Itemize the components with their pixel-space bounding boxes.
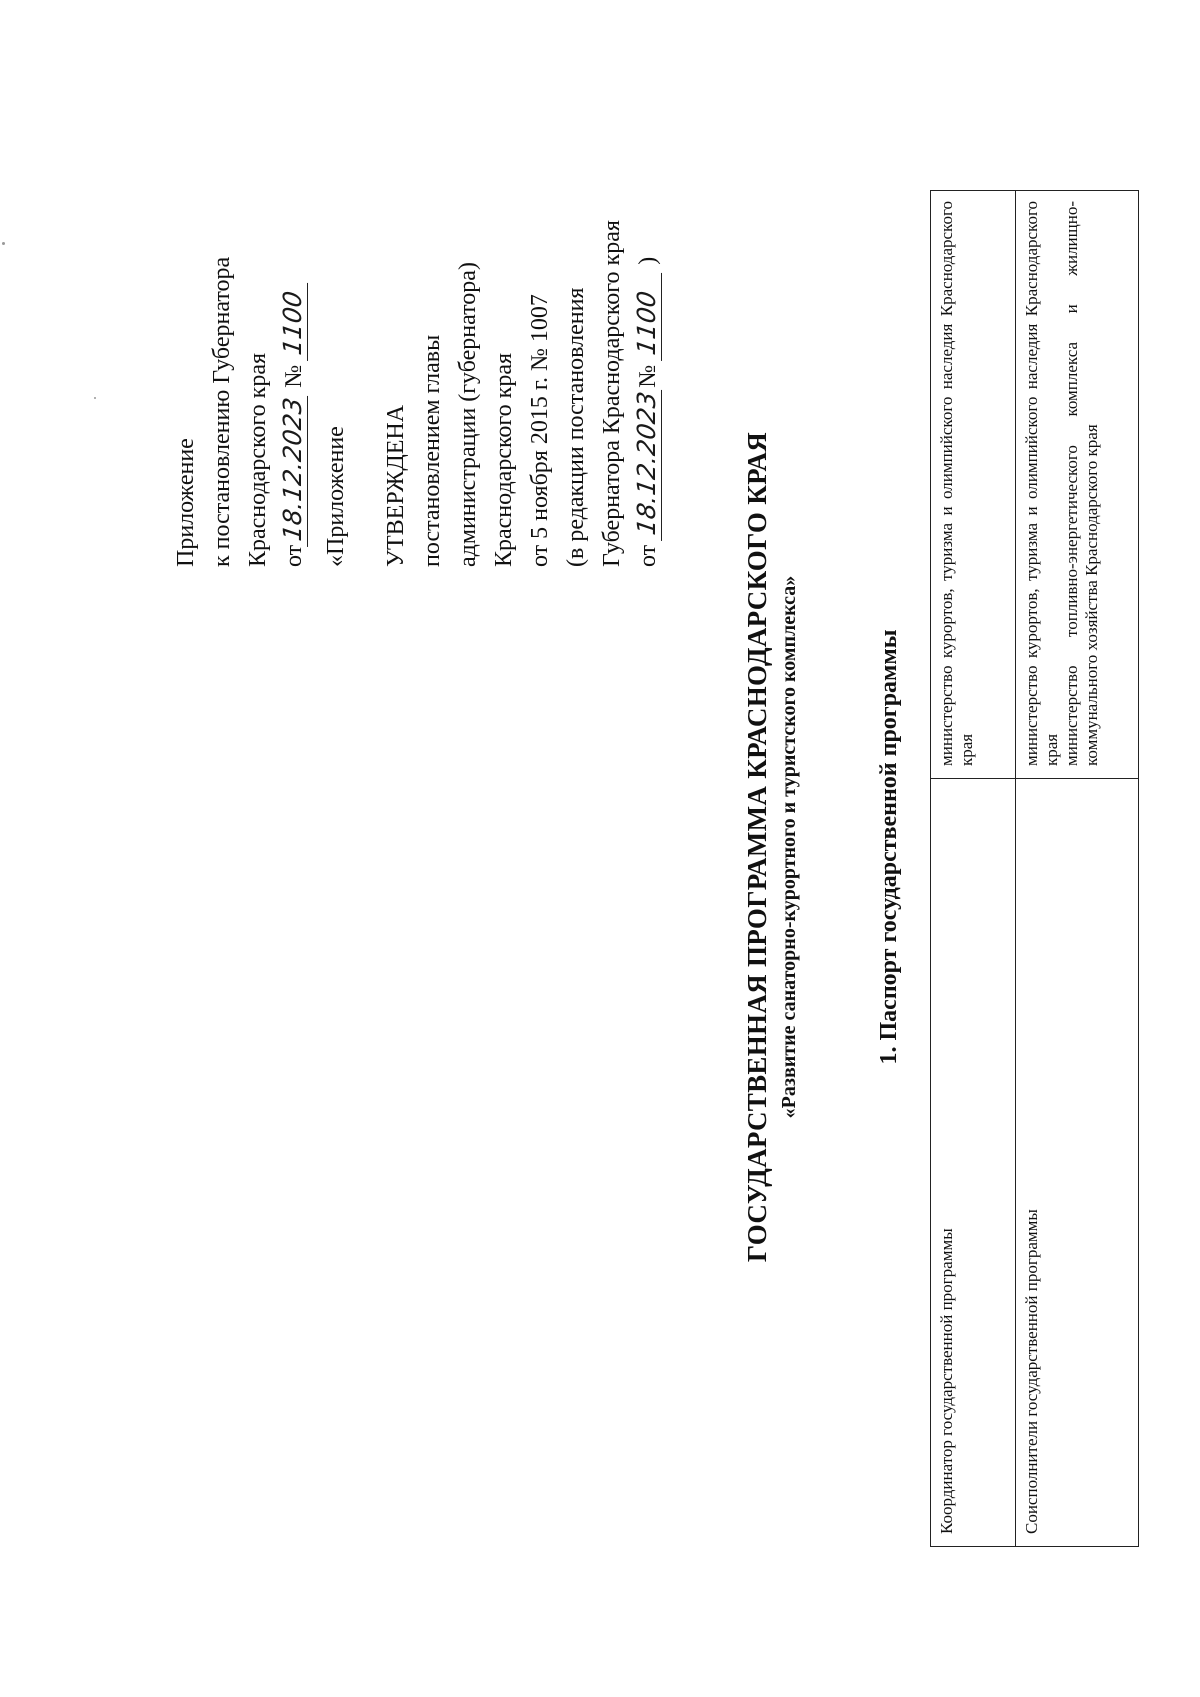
approved-label: УТВЕРЖДЕНА bbox=[383, 404, 409, 567]
to-resolution-line: к постановлению Губернатора bbox=[209, 256, 235, 567]
table-row bbox=[1016, 191, 1139, 1547]
date-number-line bbox=[276, 257, 312, 567]
handwritten-date: 18.12.2023 bbox=[633, 386, 662, 541]
handwritten-number: 1100 bbox=[633, 269, 662, 361]
approval-line-6: Губернатора Краснодарского края bbox=[599, 220, 625, 567]
appendix-quote: «Приложение bbox=[323, 426, 349, 567]
scan-speck bbox=[2, 242, 5, 245]
program-title: ГОСУДАРСТВЕННАЯ ПРОГРАММА КРАСНОДАРСКОГО КРАЯ bbox=[742, 431, 772, 1263]
approval-line-1: постановлением главы bbox=[419, 334, 445, 567]
appendix-label: Приложение bbox=[173, 438, 199, 567]
date-prefix: от bbox=[635, 544, 661, 567]
closing-paren: ) bbox=[635, 256, 661, 265]
program-subtitle: «Развитие санаторно-курортного и туристского комплекса» bbox=[778, 575, 800, 1119]
row-value bbox=[1016, 191, 1139, 779]
row-label: Соисполнители государственной программы bbox=[1016, 779, 1139, 1547]
approval-line-2: администрации (губернатора) bbox=[455, 262, 481, 567]
region-line: Краснодарского края bbox=[245, 352, 271, 567]
scan-speck bbox=[94, 397, 96, 399]
approval-date-line bbox=[630, 220, 666, 567]
resolution-stamp bbox=[168, 257, 312, 567]
passport-table bbox=[930, 190, 1139, 1547]
approval-line-3: Краснодарского края bbox=[491, 352, 517, 567]
number-sign: № bbox=[635, 364, 661, 388]
handwritten-date: 18.12.2023 bbox=[279, 392, 308, 547]
row-label: Координатор государственной программы bbox=[931, 779, 1016, 1547]
approval-block bbox=[318, 220, 666, 567]
section-heading: 1. Паспорт государственной программы bbox=[876, 629, 902, 1065]
table-row bbox=[931, 191, 1016, 1547]
approval-line-5: (в редакции постановления bbox=[563, 287, 589, 567]
row-value-line: министерство топливно-энергетического комплекса и жилищно-коммунального хозяйства Краснодарского края bbox=[1062, 201, 1101, 766]
row-value: министерство курортов, туризма и олимпийского наследия Краснодарского края bbox=[931, 191, 1016, 779]
row-value-line: министерство курортов, туризма и олимпийского наследия Краснодарского края bbox=[1022, 201, 1061, 766]
date-prefix: от bbox=[281, 544, 307, 567]
number-sign: № bbox=[281, 364, 307, 388]
handwritten-number: 1100 bbox=[279, 279, 308, 361]
approval-line-4: от 5 ноября 2015 г. № 1007 bbox=[527, 294, 553, 567]
